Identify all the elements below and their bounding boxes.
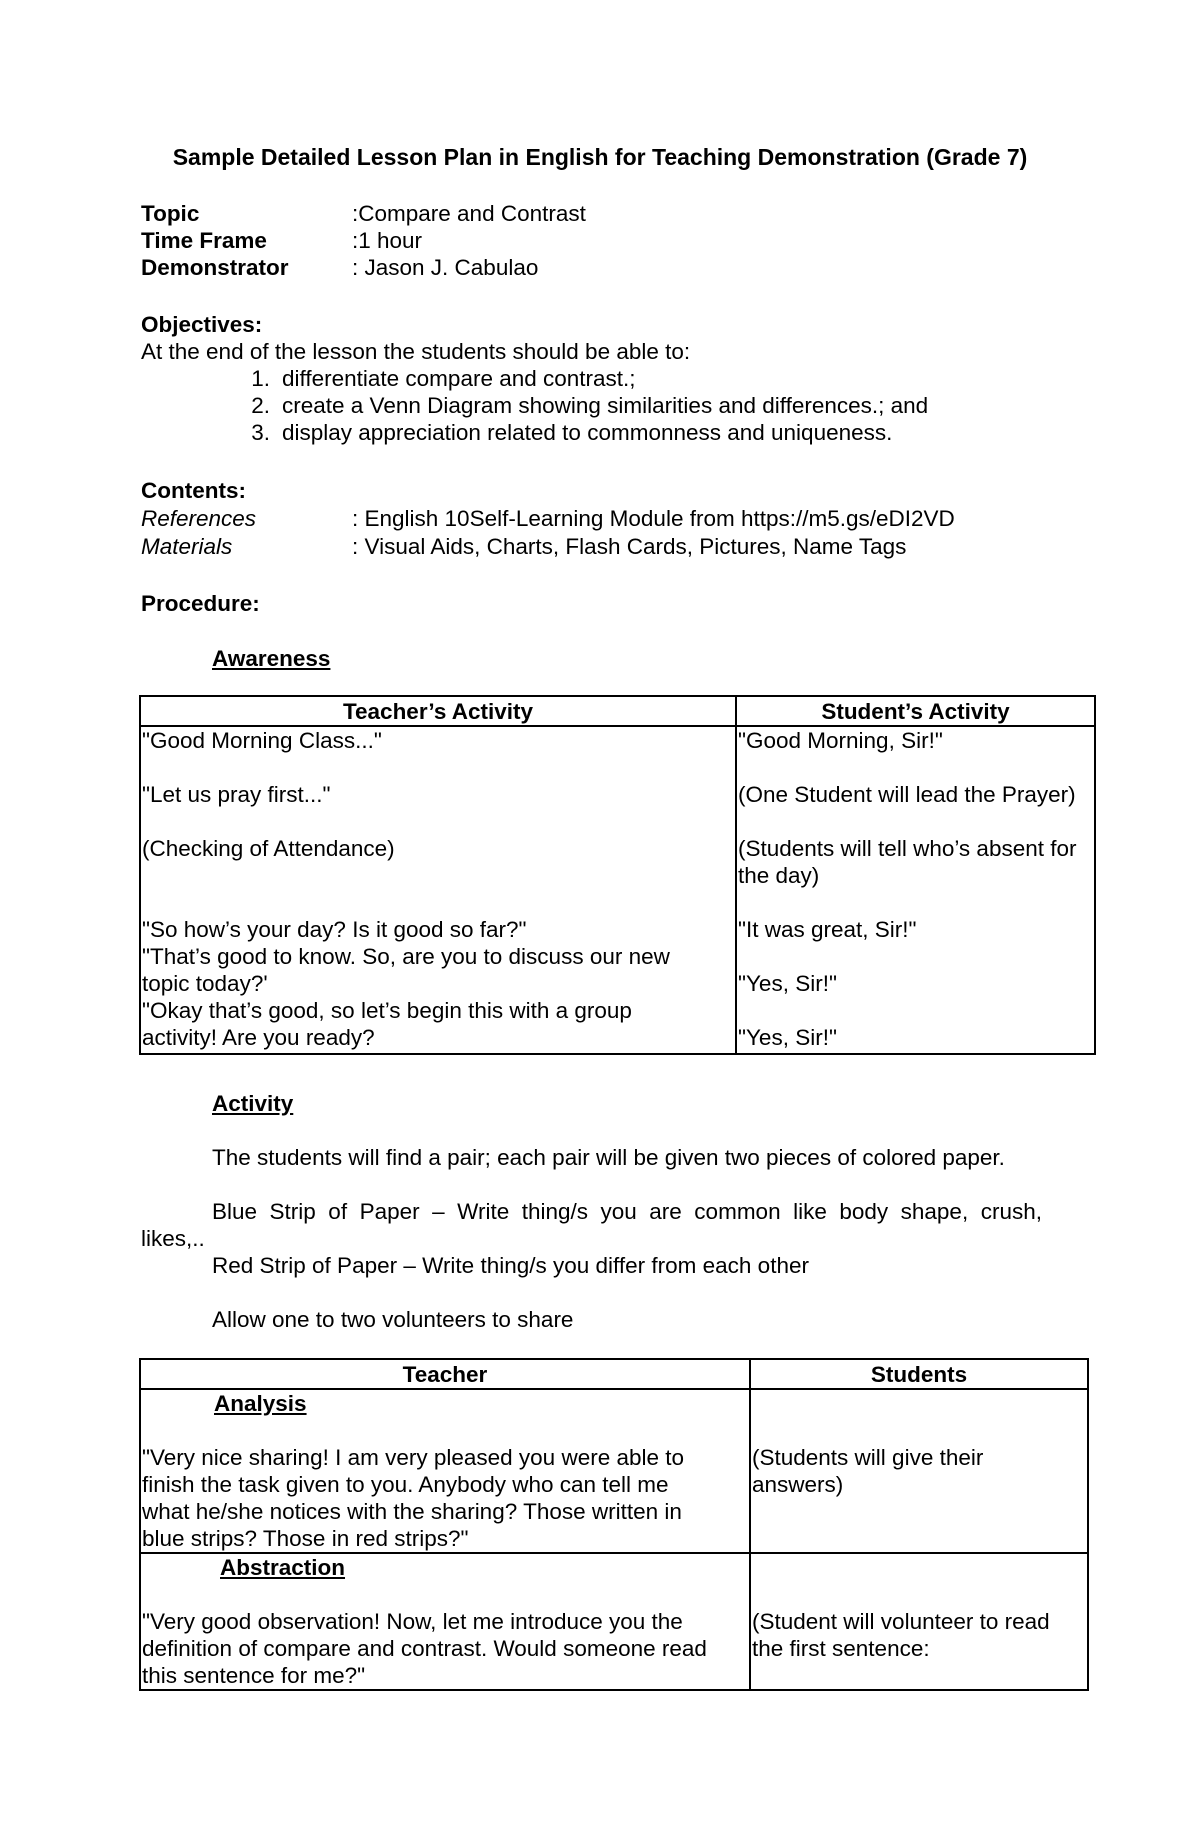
- objective-item: [240, 392, 928, 419]
- table-header-row: [140, 1359, 1088, 1389]
- teacher-line: "That’s good to know. So, are you to discuss our new: [142, 944, 670, 969]
- teacher-line: definition of compare and contrast. Would someone read: [142, 1636, 707, 1661]
- topic-value: :Compare and Contrast: [352, 201, 586, 226]
- student-line: answers): [752, 1472, 844, 1497]
- procedure-heading: Procedure:: [141, 591, 260, 616]
- student-line: (Student will volunteer to read: [752, 1609, 1050, 1634]
- activity-paragraph: Red Strip of Paper – Write thing/s you differ from each other: [212, 1253, 809, 1278]
- student-line: "Yes, Sir!": [738, 1025, 837, 1050]
- activity-paragraph: Allow one to two volunteers to share: [212, 1307, 574, 1332]
- table-header-row: [140, 696, 1095, 726]
- activity-heading: Activity: [212, 1091, 294, 1116]
- topic-label: Topic: [141, 201, 200, 226]
- awareness-heading: Awareness: [212, 646, 331, 671]
- demonstrator-value: : Jason J. Cabulao: [352, 255, 539, 280]
- objective-number: 1.: [251, 366, 270, 391]
- column-header-student-activity: Student’s Activity: [736, 696, 1095, 726]
- objective-number: 2.: [251, 393, 270, 418]
- student-line: "It was great, Sir!": [738, 917, 917, 942]
- teacher-line: blue strips? Those in red strips?": [142, 1526, 469, 1551]
- objectives-intro: At the end of the lesson the students should be able to:: [141, 339, 691, 364]
- teacher-line: "Very good observation! Now, let me introduce you the: [142, 1609, 683, 1634]
- objective-item: [240, 419, 892, 446]
- student-line: (Students will give their: [752, 1445, 984, 1470]
- activity-paragraph: Blue Strip of Paper – Write thing/s you are common like body shape, crush,: [212, 1199, 1042, 1224]
- lesson-table: [139, 1358, 1089, 1691]
- teacher-line: "Very nice sharing! I am very pleased you were able to: [142, 1445, 685, 1470]
- activity-paragraph: The students will find a pair; each pair will be given two pieces of colored paper.: [212, 1145, 1005, 1170]
- teacher-line: (Checking of Attendance): [142, 836, 395, 861]
- table-row: [140, 726, 1095, 1054]
- timeframe-label: Time Frame: [141, 228, 267, 253]
- student-line: (Students will tell who’s absent for: [738, 836, 1077, 861]
- analysis-teacher-cell: [140, 1389, 750, 1553]
- teacher-activity-cell: [140, 726, 736, 1054]
- student-line: "Good Morning, Sir!": [738, 728, 943, 753]
- column-header-teacher-activity: Teacher’s Activity: [140, 696, 736, 726]
- student-line: the first sentence:: [752, 1636, 930, 1661]
- table-row: [140, 1553, 1088, 1690]
- objective-number: 3.: [251, 420, 270, 445]
- teacher-line: activity! Are you ready?: [142, 1025, 375, 1050]
- teacher-line: "Let us pray first...": [142, 782, 331, 807]
- abstraction-students-cell: [750, 1553, 1088, 1690]
- column-header-teacher: Teacher: [140, 1359, 750, 1389]
- column-header-students: Students: [750, 1359, 1088, 1389]
- teacher-line: "Good Morning Class...": [142, 728, 382, 753]
- references-value: : English 10Self-Learning Module from https://m5.gs/eDI2VD: [352, 506, 955, 531]
- materials-value: : Visual Aids, Charts, Flash Cards, Pictures, Name Tags: [352, 534, 907, 559]
- analysis-students-cell: [750, 1389, 1088, 1553]
- student-line: the day): [738, 863, 820, 888]
- activity-paragraph: likes,..: [141, 1226, 205, 1251]
- materials-label: Materials: [141, 534, 233, 559]
- page-title: Sample Detailed Lesson Plan in English for Teaching Demonstration (Grade 7): [172, 144, 1028, 170]
- teacher-line: this sentence for me?": [142, 1663, 366, 1688]
- teacher-line: "Okay that’s good, so let’s begin this with a group: [142, 998, 632, 1023]
- demonstrator-label: Demonstrator: [141, 255, 289, 280]
- objectives-heading: Objectives:: [141, 312, 263, 337]
- table-row: [140, 1389, 1088, 1553]
- teacher-line: finish the task given to you. Anybody who can tell me: [142, 1472, 669, 1497]
- objective-text: create a Venn Diagram showing similarities and differences.; and: [282, 393, 929, 418]
- objective-item: [240, 365, 636, 392]
- objective-text: display appreciation related to commonness and uniqueness.: [282, 420, 893, 445]
- student-activity-cell: [736, 726, 1095, 1054]
- student-line: (One Student will lead the Prayer): [738, 782, 1076, 807]
- teacher-line: topic today?': [142, 971, 268, 996]
- abstraction-teacher-cell: [140, 1553, 750, 1690]
- analysis-heading: Analysis: [214, 1391, 307, 1416]
- teacher-line: "So how’s your day? Is it good so far?": [142, 917, 527, 942]
- awareness-table: [139, 695, 1096, 1055]
- teacher-line: what he/she notices with the sharing? Those written in: [142, 1499, 682, 1524]
- contents-heading: Contents:: [141, 478, 246, 503]
- objective-text: differentiate compare and contrast.;: [282, 366, 636, 391]
- student-line: "Yes, Sir!": [738, 971, 837, 996]
- references-label: References: [141, 506, 257, 531]
- timeframe-value: :1 hour: [352, 228, 423, 253]
- abstraction-heading: Abstraction: [220, 1555, 346, 1580]
